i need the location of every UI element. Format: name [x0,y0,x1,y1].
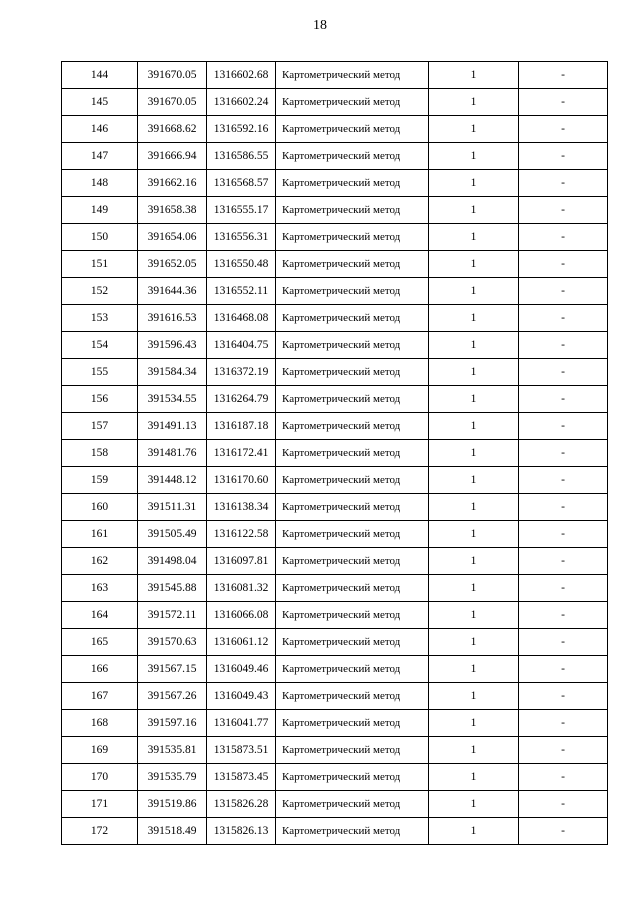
coordinate-x-cell: 391535.81 [138,737,207,764]
table-row [62,602,608,629]
method-cell: Картометрический метод [276,386,429,413]
accuracy-cell: 1 [429,305,519,332]
method-cell: Картометрический метод [276,656,429,683]
coordinate-x-cell: 391481.76 [138,440,207,467]
table-row [62,764,608,791]
accuracy-cell: 1 [429,710,519,737]
note-cell: - [519,62,608,89]
note-cell: - [519,791,608,818]
method-cell: Картометрический метод [276,764,429,791]
coordinate-y-cell: 1316568.57 [207,170,276,197]
coordinate-x-cell: 391652.05 [138,251,207,278]
accuracy-cell: 1 [429,170,519,197]
coordinate-x-cell: 391658.38 [138,197,207,224]
point-number-cell: 146 [62,116,138,143]
method-cell: Картометрический метод [276,170,429,197]
note-cell: - [519,467,608,494]
note-cell: - [519,251,608,278]
coordinate-x-cell: 391572.11 [138,602,207,629]
point-number-cell: 160 [62,494,138,521]
coordinate-y-cell: 1316066.08 [207,602,276,629]
point-number-cell: 147 [62,143,138,170]
accuracy-cell: 1 [429,656,519,683]
accuracy-cell: 1 [429,440,519,467]
method-cell: Картометрический метод [276,251,429,278]
accuracy-cell: 1 [429,602,519,629]
note-cell: - [519,359,608,386]
coordinate-y-cell: 1316187.18 [207,413,276,440]
note-cell: - [519,143,608,170]
note-cell: - [519,602,608,629]
point-number-cell: 167 [62,683,138,710]
table-row [62,683,608,710]
coordinates-table [61,61,608,845]
accuracy-cell: 1 [429,494,519,521]
note-cell: - [519,116,608,143]
point-number-cell: 144 [62,62,138,89]
table-row [62,440,608,467]
coordinate-x-cell: 391666.94 [138,143,207,170]
method-cell: Картометрический метод [276,305,429,332]
note-cell: - [519,332,608,359]
method-cell: Картометрический метод [276,575,429,602]
table-row [62,818,608,845]
coordinate-x-cell: 391654.06 [138,224,207,251]
table-row [62,494,608,521]
accuracy-cell: 1 [429,548,519,575]
note-cell: - [519,386,608,413]
table-row [62,116,608,143]
coordinate-y-cell: 1316049.46 [207,656,276,683]
table-row [62,629,608,656]
point-number-cell: 172 [62,818,138,845]
coordinate-x-cell: 391570.63 [138,629,207,656]
coordinate-y-cell: 1316081.32 [207,575,276,602]
point-number-cell: 166 [62,656,138,683]
coordinate-x-cell: 391616.53 [138,305,207,332]
coordinate-y-cell: 1316404.75 [207,332,276,359]
table-row [62,62,608,89]
coordinate-y-cell: 1316555.17 [207,197,276,224]
accuracy-cell: 1 [429,737,519,764]
coordinate-y-cell: 1316602.68 [207,62,276,89]
note-cell: - [519,737,608,764]
point-number-cell: 152 [62,278,138,305]
table-row [62,224,608,251]
method-cell: Картометрический метод [276,413,429,440]
accuracy-cell: 1 [429,575,519,602]
accuracy-cell: 1 [429,197,519,224]
coordinate-x-cell: 391498.04 [138,548,207,575]
point-number-cell: 148 [62,170,138,197]
accuracy-cell: 1 [429,413,519,440]
accuracy-cell: 1 [429,116,519,143]
accuracy-cell: 1 [429,143,519,170]
point-number-cell: 158 [62,440,138,467]
coordinate-y-cell: 1315873.45 [207,764,276,791]
point-number-cell: 157 [62,413,138,440]
point-number-cell: 170 [62,764,138,791]
coordinate-x-cell: 391670.05 [138,89,207,116]
point-number-cell: 169 [62,737,138,764]
method-cell: Картометрический метод [276,440,429,467]
point-number-cell: 149 [62,197,138,224]
coordinate-y-cell: 1316372.19 [207,359,276,386]
coordinate-x-cell: 391534.55 [138,386,207,413]
accuracy-cell: 1 [429,467,519,494]
accuracy-cell: 1 [429,683,519,710]
coordinate-y-cell: 1316061.12 [207,629,276,656]
note-cell: - [519,305,608,332]
coordinate-x-cell: 391597.16 [138,710,207,737]
note-cell: - [519,170,608,197]
method-cell: Картометрический метод [276,602,429,629]
method-cell: Картометрический метод [276,116,429,143]
coordinate-y-cell: 1316264.79 [207,386,276,413]
note-cell: - [519,764,608,791]
point-number-cell: 145 [62,89,138,116]
page-number: 18 [313,18,327,33]
method-cell: Картометрический метод [276,494,429,521]
method-cell: Картометрический метод [276,89,429,116]
note-cell: - [519,494,608,521]
coordinate-x-cell: 391596.43 [138,332,207,359]
table-row [62,251,608,278]
coordinate-y-cell: 1316586.55 [207,143,276,170]
accuracy-cell: 1 [429,224,519,251]
coordinate-y-cell: 1316049.43 [207,683,276,710]
coordinate-y-cell: 1316552.11 [207,278,276,305]
point-number-cell: 155 [62,359,138,386]
note-cell: - [519,278,608,305]
method-cell: Картометрический метод [276,548,429,575]
table-row [62,656,608,683]
coordinate-y-cell: 1316138.34 [207,494,276,521]
coordinate-y-cell: 1316592.16 [207,116,276,143]
method-cell: Картометрический метод [276,143,429,170]
note-cell: - [519,656,608,683]
coordinate-y-cell: 1315826.13 [207,818,276,845]
coordinate-y-cell: 1316170.60 [207,467,276,494]
accuracy-cell: 1 [429,386,519,413]
note-cell: - [519,521,608,548]
table-row [62,305,608,332]
accuracy-cell: 1 [429,251,519,278]
coordinate-x-cell: 391448.12 [138,467,207,494]
table-row [62,710,608,737]
accuracy-cell: 1 [429,818,519,845]
table-row [62,521,608,548]
coordinate-y-cell: 1316041.77 [207,710,276,737]
note-cell: - [519,629,608,656]
method-cell: Картометрический метод [276,359,429,386]
point-number-cell: 153 [62,305,138,332]
accuracy-cell: 1 [429,89,519,116]
note-cell: - [519,818,608,845]
method-cell: Картометрический метод [276,224,429,251]
note-cell: - [519,89,608,116]
point-number-cell: 161 [62,521,138,548]
coordinate-y-cell: 1316556.31 [207,224,276,251]
coordinate-y-cell: 1315826.28 [207,791,276,818]
point-number-cell: 163 [62,575,138,602]
coordinate-x-cell: 391535.79 [138,764,207,791]
note-cell: - [519,440,608,467]
accuracy-cell: 1 [429,791,519,818]
coordinate-x-cell: 391545.88 [138,575,207,602]
table-row [62,791,608,818]
method-cell: Картометрический метод [276,818,429,845]
method-cell: Картометрический метод [276,278,429,305]
point-number-cell: 159 [62,467,138,494]
point-number-cell: 156 [62,386,138,413]
coordinate-x-cell: 391491.13 [138,413,207,440]
accuracy-cell: 1 [429,278,519,305]
method-cell: Картометрический метод [276,521,429,548]
table-row [62,359,608,386]
table-body [62,62,608,845]
coordinate-y-cell: 1316468.08 [207,305,276,332]
coordinate-y-cell: 1316602.24 [207,89,276,116]
accuracy-cell: 1 [429,521,519,548]
method-cell: Картометрический метод [276,62,429,89]
point-number-cell: 162 [62,548,138,575]
table-row [62,143,608,170]
point-number-cell: 165 [62,629,138,656]
coordinate-x-cell: 391567.26 [138,683,207,710]
table-row [62,737,608,764]
coordinate-x-cell: 391505.49 [138,521,207,548]
note-cell: - [519,548,608,575]
note-cell: - [519,575,608,602]
table-row [62,197,608,224]
coordinate-x-cell: 391518.49 [138,818,207,845]
coordinate-x-cell: 391662.16 [138,170,207,197]
coordinate-x-cell: 391644.36 [138,278,207,305]
coordinate-x-cell: 391668.62 [138,116,207,143]
note-cell: - [519,413,608,440]
point-number-cell: 171 [62,791,138,818]
point-number-cell: 164 [62,602,138,629]
point-number-cell: 151 [62,251,138,278]
method-cell: Картометрический метод [276,332,429,359]
method-cell: Картометрический метод [276,197,429,224]
accuracy-cell: 1 [429,62,519,89]
point-number-cell: 168 [62,710,138,737]
table-row [62,170,608,197]
method-cell: Картометрический метод [276,791,429,818]
coordinate-y-cell: 1316122.58 [207,521,276,548]
method-cell: Картометрический метод [276,629,429,656]
table-row [62,413,608,440]
note-cell: - [519,197,608,224]
coordinate-y-cell: 1316172.41 [207,440,276,467]
coordinate-x-cell: 391567.15 [138,656,207,683]
method-cell: Картометрический метод [276,467,429,494]
point-number-cell: 154 [62,332,138,359]
method-cell: Картометрический метод [276,710,429,737]
accuracy-cell: 1 [429,764,519,791]
table-row [62,332,608,359]
note-cell: - [519,683,608,710]
table-row [62,467,608,494]
coordinate-y-cell: 1316550.48 [207,251,276,278]
method-cell: Картометрический метод [276,737,429,764]
note-cell: - [519,710,608,737]
coordinate-y-cell: 1316097.81 [207,548,276,575]
coordinate-x-cell: 391670.05 [138,62,207,89]
coordinate-x-cell: 391511.31 [138,494,207,521]
table-row [62,575,608,602]
coordinate-y-cell: 1315873.51 [207,737,276,764]
accuracy-cell: 1 [429,629,519,656]
table-row [62,89,608,116]
accuracy-cell: 1 [429,359,519,386]
table-row [62,386,608,413]
method-cell: Картометрический метод [276,683,429,710]
table-row [62,548,608,575]
coordinate-x-cell: 391519.86 [138,791,207,818]
point-number-cell: 150 [62,224,138,251]
coordinate-x-cell: 391584.34 [138,359,207,386]
accuracy-cell: 1 [429,332,519,359]
table-row [62,278,608,305]
note-cell: - [519,224,608,251]
